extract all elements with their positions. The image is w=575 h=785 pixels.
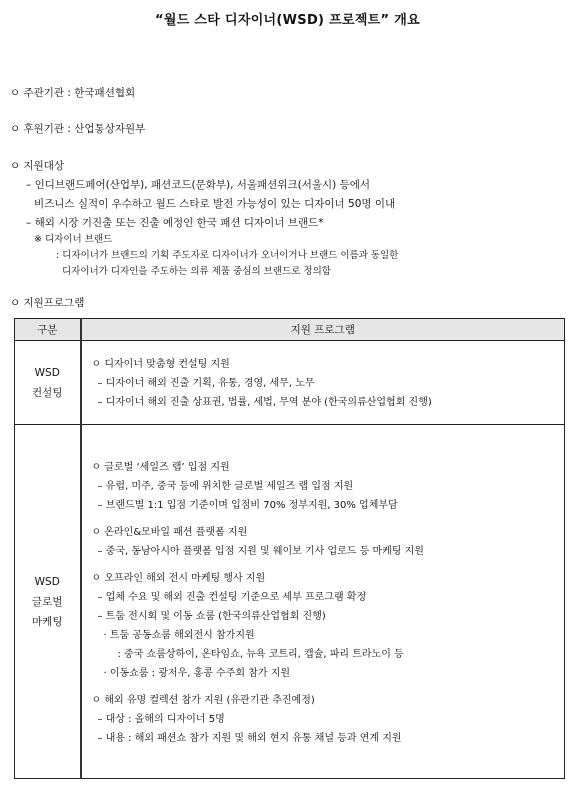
note-line: 디자이너가 디자인을 주도하는 의류 제품 중심의 브랜드로 정의함 [62,266,331,277]
header-program: 지원 프로그램 [81,319,565,341]
program-table [14,318,565,779]
target-heading: ㅇ 지원대상 [10,160,65,172]
program-item-detail: – 중국, 동남아시아 플랫폼 입점 지원 및 웨이보 기사 업로드 등 마케팅 지원 [97,545,424,557]
category-label: WSD [34,575,60,588]
program-cell [81,341,565,425]
spacer [90,683,565,691]
target-line: – 해외 시장 기진출 또는 진출 예정인 한국 패션 디자이너 브랜드* [26,217,324,229]
program-item-heading: ㅇ 온라인&모바일 패션 플랫폼 지원 [91,526,248,538]
program-item-detail: · 트둠 공동쇼룸 해외전시 참가지원 [103,629,255,641]
note-line: : 디자이너가 브랜드의 기획 주도자로 디자이너가 오너이거나 브랜드 이름과 동일한 [56,250,399,261]
program-item-detail: : 중국 쇼룸상하이, 온타임쇼, 뉴욕 코트리, 캡슐, 파리 트라노이 등 [117,648,404,660]
target-line: 비즈니스 실적이 우수하고 월드 스타로 발전 가능성이 있는 디자이너 50명 이내 [34,198,396,210]
program-item-heading: ㅇ 디자이너 맞춤형 컨설팅 지원 [91,359,230,370]
program-item-heading: ㅇ 글로벌 ‘세일즈 랩’ 입점 지원 [91,461,230,473]
program-item-detail: – 브랜드별 1:1 입점 기준이며 입점비 70% 정부지원, 30% 업체부담 [97,499,398,511]
category-label: 글로벌 [32,595,63,608]
target-section [10,157,395,233]
program-item-detail: – 트둠 전시회 및 이동 쇼룸 (한국의류산업협회 진행) [97,610,326,622]
program-item-detail: – 업체 수요 및 해외 진출 컨설팅 기준으로 세부 프로그램 확정 [97,591,367,603]
program-item-heading: ㅇ 해외 유명 컬렉션 참가 지원 (유관기관 추진예정) [91,694,315,706]
table-row [15,341,565,425]
program-item-detail: · 이동쇼룸 : 광저우, 홍콩 수주회 참가 지원 [103,667,291,679]
program-item-heading: ㅇ 오프라인 해외 전시 마케팅 행사 지원 [91,572,266,584]
program-item-detail: – 유럽, 미주, 중국 등에 위치한 글로벌 세일즈 랩 입점 지원 [97,480,354,492]
host-org: ㅇ 주관기관 : 한국패션협회 [10,87,136,99]
program-item-detail: – 내용 : 해외 패션쇼 참가 지원 및 해외 현지 유통 채널 등과 연계 지원 [97,732,402,744]
program-item-detail: – 디자이너 해외 진출 기획, 유통, 경영, 세무, 노무 [97,378,315,389]
table-row [15,425,565,779]
category-label: WSD [34,366,60,379]
sponsor-org: ㅇ 후원기관 : 산업통상자원부 [10,123,146,135]
category-label: 마케팅 [32,615,63,628]
category-cell [15,341,81,425]
program-item-detail: – 대상 : 올해의 디자이너 5명 [97,713,225,725]
category-cell [15,425,81,779]
category-label: 컨설팅 [32,386,63,399]
header-category: 구분 [15,319,81,341]
spacer [90,561,565,569]
program-heading: ㅇ 지원프로그램 [10,297,85,309]
document-title: “월드 스타 디자이너(WSD) 프로젝트” 개요 [155,13,420,28]
spacer [90,515,565,523]
target-line: – 인디브랜드페어(산업부), 패션코드(문화부), 서울패션위크(서울시) 등에서 [26,179,371,191]
program-cell [81,425,565,779]
brand-note [10,232,398,280]
note-heading: ※ 디자이너 브랜드 [34,234,113,245]
program-item-detail: – 디자이너 해외 진출 상표권, 법률, 세법, 무역 분야 (한국의류산업협회 진행) [97,397,432,408]
table-header-row [15,319,565,341]
